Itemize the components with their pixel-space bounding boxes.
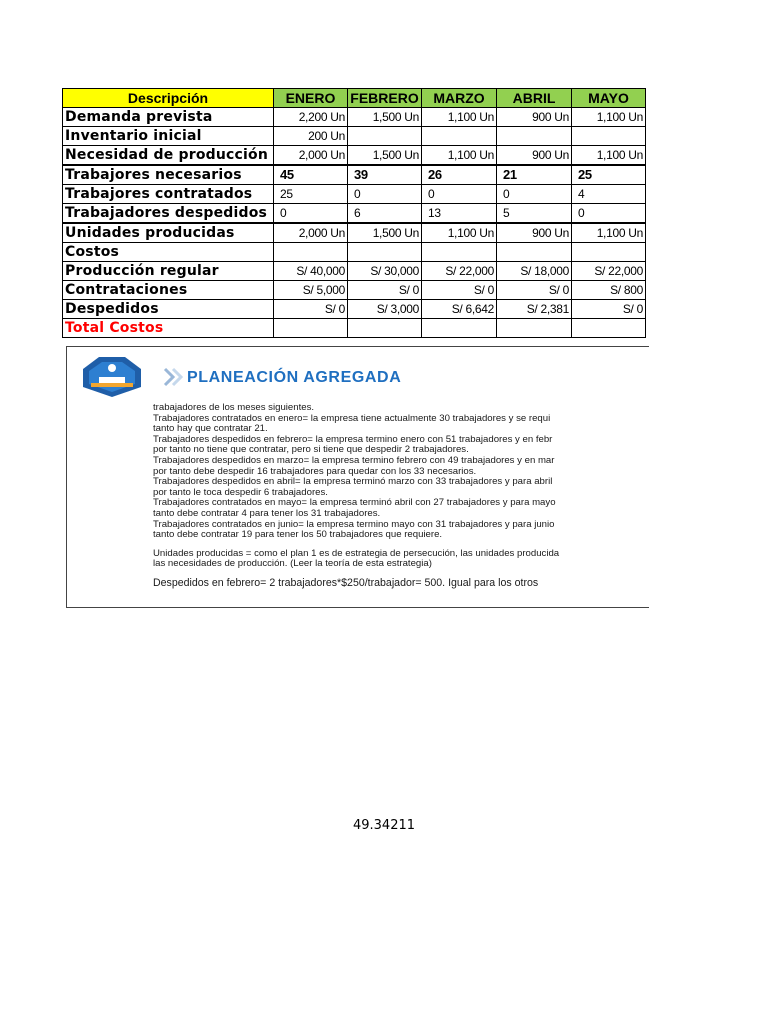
table-cell[interactable] bbox=[348, 243, 422, 262]
table-cell[interactable] bbox=[497, 319, 572, 338]
panel-text bbox=[153, 403, 649, 589]
table-cell[interactable]: S/ 22,000 bbox=[572, 262, 646, 281]
table-cell[interactable]: 0 bbox=[422, 185, 497, 204]
panel-line: trabajadores de los meses siguientes. bbox=[153, 402, 315, 413]
header-month[interactable]: ABRIL bbox=[497, 89, 572, 108]
panel-line: Trabajadores contratados en mayo= la empresa terminó abril con 27 trabajadores y para mayo bbox=[153, 497, 556, 509]
table-cell[interactable]: 0 bbox=[348, 185, 422, 204]
table-cell[interactable] bbox=[422, 127, 497, 146]
table-cell[interactable]: S/ 0 bbox=[572, 300, 646, 319]
row-label[interactable]: Trabajadores despedidos bbox=[63, 204, 274, 224]
table-row bbox=[63, 243, 646, 262]
table-cell[interactable]: S/ 18,000 bbox=[497, 262, 572, 281]
table-row bbox=[63, 127, 646, 146]
table-cell[interactable] bbox=[348, 127, 422, 146]
table-cell[interactable] bbox=[572, 243, 646, 262]
table-row bbox=[63, 300, 646, 319]
header-month[interactable]: FEBRERO bbox=[348, 89, 422, 108]
cost-table-body bbox=[63, 89, 646, 338]
row-label[interactable]: Producción regular bbox=[63, 262, 274, 281]
table-cell[interactable] bbox=[274, 319, 348, 338]
table-cell[interactable]: 21 bbox=[497, 165, 572, 185]
panel-line: por tanto debe despedir 16 trabajadores para quedar con los 33 necesarios. bbox=[153, 465, 477, 477]
row-label[interactable]: Necesidad de producción bbox=[63, 146, 274, 166]
table-cell[interactable]: S/ 6,642 bbox=[422, 300, 497, 319]
header-descripcion[interactable]: Descripción bbox=[63, 89, 274, 108]
units-lines bbox=[153, 549, 649, 570]
panel-line: Trabajadores despedidos en marzo= la empresa termino febrero con 49 trabajadores y en mar bbox=[153, 454, 555, 466]
table-cell[interactable]: 900 Un bbox=[497, 146, 572, 166]
table-cell[interactable]: S/ 3,000 bbox=[348, 300, 422, 319]
table-cell[interactable]: 2,000 Un bbox=[274, 223, 348, 243]
table-cell[interactable]: S/ 40,000 bbox=[274, 262, 348, 281]
table-cell[interactable]: 200 Un bbox=[274, 127, 348, 146]
panel-lines bbox=[153, 403, 649, 541]
table-cell[interactable]: 1,100 Un bbox=[572, 223, 646, 243]
table-cell[interactable]: 39 bbox=[348, 165, 422, 185]
table-cell[interactable]: S/ 0 bbox=[422, 281, 497, 300]
table-cell[interactable]: 1,100 Un bbox=[572, 108, 646, 127]
table-cell[interactable]: S/ 5,000 bbox=[274, 281, 348, 300]
table-cell[interactable]: 1,500 Un bbox=[348, 223, 422, 243]
table-cell[interactable]: 0 bbox=[572, 204, 646, 224]
table-cell[interactable] bbox=[497, 127, 572, 146]
footer-value: 49.34211 bbox=[352, 818, 416, 833]
table-cell[interactable]: 4 bbox=[572, 185, 646, 204]
panel-line: tanto hay que contratar 21. bbox=[153, 423, 268, 435]
table-cell[interactable]: S/ 0 bbox=[274, 300, 348, 319]
table-cell[interactable]: 1,100 Un bbox=[422, 146, 497, 166]
shield-badge-icon bbox=[77, 353, 147, 399]
row-label[interactable]: Total Costos bbox=[63, 319, 274, 338]
table-row bbox=[63, 146, 646, 166]
row-label[interactable]: Costos bbox=[63, 243, 274, 262]
table-cell[interactable]: S/ 2,381 bbox=[497, 300, 572, 319]
row-label[interactable]: Demanda prevista bbox=[63, 108, 274, 127]
chevron-right-icon bbox=[161, 367, 189, 387]
table-row bbox=[63, 223, 646, 243]
row-label[interactable]: Inventario inicial bbox=[63, 127, 274, 146]
table-cell[interactable] bbox=[348, 319, 422, 338]
table-cell[interactable] bbox=[497, 243, 572, 262]
header-month[interactable]: ENERO bbox=[274, 89, 348, 108]
table-cell[interactable] bbox=[422, 319, 497, 338]
table-cell[interactable]: 25 bbox=[274, 185, 348, 204]
table-cell[interactable]: 2,000 Un bbox=[274, 146, 348, 166]
table-cell[interactable]: S/ 30,000 bbox=[348, 262, 422, 281]
table-cell[interactable]: 1,100 Un bbox=[572, 146, 646, 166]
despedidos-line: Despedidos en febrero= 2 trabajadores*$250/trabajador= 500. Igual para los otros bbox=[153, 576, 539, 589]
cost-table bbox=[62, 88, 646, 338]
row-label[interactable]: Contrataciones bbox=[63, 281, 274, 300]
table-cell[interactable] bbox=[572, 127, 646, 146]
table-cell[interactable]: 5 bbox=[497, 204, 572, 224]
panel-title: PLANEACIÓN AGREGADA bbox=[187, 369, 402, 386]
table-row bbox=[63, 185, 646, 204]
table-row bbox=[63, 165, 646, 185]
table-row bbox=[63, 319, 646, 338]
panel-line: Trabajadores contratados en junio= la empresa termino mayo con 31 trabajadores y para junio bbox=[153, 518, 555, 530]
table-cell[interactable]: 2,200 Un bbox=[274, 108, 348, 127]
panel-line: por tanto le toca despedir 6 trabajadores. bbox=[153, 486, 328, 498]
table-row bbox=[63, 204, 646, 224]
table-cell[interactable] bbox=[572, 319, 646, 338]
panel-line: por tanto no tiene que contratar, pero si tiene que despedir 2 trabajadores. bbox=[153, 444, 469, 456]
row-label[interactable]: Unidades producidas bbox=[63, 223, 274, 243]
row-label[interactable]: Trabajores necesarios bbox=[63, 165, 274, 185]
table-cell[interactable]: 1,100 Un bbox=[422, 108, 497, 127]
row-label[interactable]: Trabajores contratados bbox=[63, 185, 274, 204]
panel-line: tanto debe contratar 4 para tener los 31 trabajadores. bbox=[153, 507, 381, 519]
planeacion-image bbox=[66, 346, 649, 608]
panel-line: Trabajadores contratados en enero= la empresa tiene actualmente 30 trabajadores y se requi bbox=[153, 412, 551, 424]
table-cell[interactable] bbox=[422, 243, 497, 262]
table-cell[interactable]: 900 Un bbox=[497, 223, 572, 243]
table-cell[interactable]: S/ 0 bbox=[348, 281, 422, 300]
table-cell[interactable]: 6 bbox=[348, 204, 422, 224]
table-cell[interactable]: 1,500 Un bbox=[348, 146, 422, 166]
panel-line: tanto debe contratar 19 para tener los 50 trabajadores que requiere. bbox=[153, 529, 443, 541]
header-month[interactable]: MAYO bbox=[572, 89, 646, 108]
table-cell[interactable]: S/ 0 bbox=[497, 281, 572, 300]
table-cell[interactable]: S/ 22,000 bbox=[422, 262, 497, 281]
table-cell[interactable]: 25 bbox=[572, 165, 646, 185]
table-row bbox=[63, 262, 646, 281]
header-row bbox=[63, 89, 646, 108]
table-cell[interactable] bbox=[274, 243, 348, 262]
table-cell[interactable]: 26 bbox=[422, 165, 497, 185]
table-cell[interactable]: 1,100 Un bbox=[422, 223, 497, 243]
header-month[interactable]: MARZO bbox=[422, 89, 497, 108]
table-cell[interactable]: 13 bbox=[422, 204, 497, 224]
panel-line: Trabajadores despedidos en febrero= la empresa termino enero con 51 trabajadores y en febr bbox=[153, 433, 553, 445]
table-cell[interactable]: 0 bbox=[274, 204, 348, 224]
panel-line: Trabajadores despedidos en abril= la empresa terminó marzo con 33 trabajadores y para abril bbox=[153, 476, 553, 488]
table-cell[interactable]: 0 bbox=[497, 185, 572, 204]
units-line: Unidades producidas = como el plan 1 es de estrategia de persecución, las unidades producida bbox=[153, 547, 560, 559]
row-label[interactable]: Despedidos bbox=[63, 300, 274, 319]
table-cell[interactable]: S/ 800 bbox=[572, 281, 646, 300]
units-line: las necesidades de producción. (Leer la teoría de esta estrategia) bbox=[153, 558, 432, 570]
table-row bbox=[63, 108, 646, 127]
table-cell[interactable]: 45 bbox=[274, 165, 348, 185]
table-row bbox=[63, 281, 646, 300]
table-cell[interactable]: 1,500 Un bbox=[348, 108, 422, 127]
table-cell[interactable]: 900 Un bbox=[497, 108, 572, 127]
